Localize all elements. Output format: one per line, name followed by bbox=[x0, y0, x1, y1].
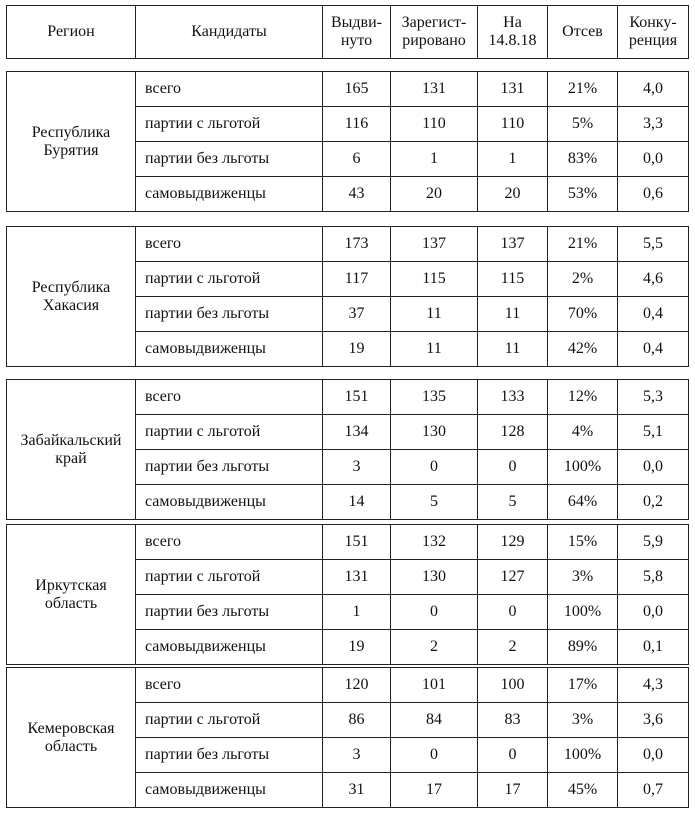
on-date-cell: 83 bbox=[478, 703, 548, 738]
competition-cell: 0,4 bbox=[618, 332, 689, 367]
competition-cell: 3,3 bbox=[618, 107, 689, 142]
candidate-category: всего bbox=[136, 525, 323, 560]
dropout-cell: 83% bbox=[548, 142, 618, 177]
registered-cell: 135 bbox=[391, 380, 478, 415]
candidate-category: партии с льготой bbox=[136, 415, 323, 450]
registered-cell: 115 bbox=[391, 262, 478, 297]
dropout-cell: 21% bbox=[548, 227, 618, 262]
competition-cell: 3,6 bbox=[618, 703, 689, 738]
nominated-cell: 37 bbox=[323, 297, 391, 332]
header-dropout: Отсев bbox=[548, 6, 618, 59]
candidate-category: партии с льготой bbox=[136, 107, 323, 142]
candidate-category: самовыдвиженцы bbox=[136, 485, 323, 520]
nominated-cell: 116 bbox=[323, 107, 391, 142]
competition-cell: 5,5 bbox=[618, 227, 689, 262]
nominated-cell: 3 bbox=[323, 738, 391, 773]
candidate-category: партии с льготой bbox=[136, 703, 323, 738]
nominated-cell: 134 bbox=[323, 415, 391, 450]
competition-cell: 0,1 bbox=[618, 630, 689, 665]
nominated-cell: 3 bbox=[323, 450, 391, 485]
on-date-cell: 11 bbox=[478, 332, 548, 367]
nominated-cell: 117 bbox=[323, 262, 391, 297]
nominated-cell: 151 bbox=[323, 525, 391, 560]
on-date-cell: 128 bbox=[478, 415, 548, 450]
candidate-category: самовыдвиженцы bbox=[136, 332, 323, 367]
competition-cell: 0,2 bbox=[618, 485, 689, 520]
region-block-irkutsk bbox=[6, 524, 689, 665]
competition-cell: 5,3 bbox=[618, 380, 689, 415]
registered-cell: 0 bbox=[391, 738, 478, 773]
dropout-cell: 42% bbox=[548, 332, 618, 367]
nominated-cell: 86 bbox=[323, 703, 391, 738]
on-date-cell: 133 bbox=[478, 380, 548, 415]
on-date-cell: 0 bbox=[478, 595, 548, 630]
candidate-category: всего bbox=[136, 380, 323, 415]
registered-cell: 17 bbox=[391, 773, 478, 808]
dropout-cell: 70% bbox=[548, 297, 618, 332]
competition-cell: 0,6 bbox=[618, 177, 689, 212]
region-block-khakassia bbox=[6, 226, 689, 367]
nominated-cell: 6 bbox=[323, 142, 391, 177]
dropout-cell: 3% bbox=[548, 560, 618, 595]
header-table bbox=[6, 5, 689, 59]
on-date-cell: 0 bbox=[478, 738, 548, 773]
competition-cell: 4,6 bbox=[618, 262, 689, 297]
dropout-cell: 21% bbox=[548, 72, 618, 107]
registered-cell: 130 bbox=[391, 560, 478, 595]
dropout-cell: 12% bbox=[548, 380, 618, 415]
region-block-zabaykalsky bbox=[6, 379, 689, 520]
region-name: Иркутская область bbox=[7, 525, 136, 665]
registered-cell: 11 bbox=[391, 332, 478, 367]
registered-cell: 5 bbox=[391, 485, 478, 520]
on-date-cell: 2 bbox=[478, 630, 548, 665]
candidate-category: всего bbox=[136, 668, 323, 703]
dropout-cell: 4% bbox=[548, 415, 618, 450]
candidate-category: всего bbox=[136, 72, 323, 107]
candidate-category: партии с льготой bbox=[136, 560, 323, 595]
registered-cell: 130 bbox=[391, 415, 478, 450]
nominated-cell: 31 bbox=[323, 773, 391, 808]
candidate-category: партии с льготой bbox=[136, 262, 323, 297]
header-registered: Зарегист- рировано bbox=[391, 6, 478, 59]
region-name: Республика Бурятия bbox=[7, 72, 136, 212]
nominated-cell: 1 bbox=[323, 595, 391, 630]
nominated-cell: 151 bbox=[323, 380, 391, 415]
competition-cell: 0,7 bbox=[618, 773, 689, 808]
on-date-cell: 1 bbox=[478, 142, 548, 177]
dropout-cell: 15% bbox=[548, 525, 618, 560]
candidate-category: самовыдвиженцы bbox=[136, 177, 323, 212]
competition-cell: 4,3 bbox=[618, 668, 689, 703]
registered-cell: 132 bbox=[391, 525, 478, 560]
competition-cell: 0,0 bbox=[618, 738, 689, 773]
table-row bbox=[7, 72, 689, 107]
region-block-buryatia bbox=[6, 71, 689, 212]
candidate-category: партии без льготы bbox=[136, 595, 323, 630]
registered-cell: 110 bbox=[391, 107, 478, 142]
region-block-kemerovo bbox=[6, 667, 689, 808]
region-name: Забайкальский край bbox=[7, 380, 136, 520]
registered-cell: 2 bbox=[391, 630, 478, 665]
nominated-cell: 165 bbox=[323, 72, 391, 107]
nominated-cell: 173 bbox=[323, 227, 391, 262]
registered-cell: 137 bbox=[391, 227, 478, 262]
table-row bbox=[7, 380, 689, 415]
on-date-cell: 131 bbox=[478, 72, 548, 107]
nominated-cell: 14 bbox=[323, 485, 391, 520]
competition-cell: 4,0 bbox=[618, 72, 689, 107]
on-date-cell: 20 bbox=[478, 177, 548, 212]
registered-cell: 0 bbox=[391, 595, 478, 630]
dropout-cell: 17% bbox=[548, 668, 618, 703]
on-date-cell: 137 bbox=[478, 227, 548, 262]
region-name: Кемеровская область bbox=[7, 668, 136, 808]
dropout-cell: 100% bbox=[548, 595, 618, 630]
dropout-cell: 100% bbox=[548, 450, 618, 485]
registered-cell: 1 bbox=[391, 142, 478, 177]
on-date-cell: 127 bbox=[478, 560, 548, 595]
dropout-cell: 64% bbox=[548, 485, 618, 520]
registered-cell: 11 bbox=[391, 297, 478, 332]
on-date-cell: 17 bbox=[478, 773, 548, 808]
registered-cell: 84 bbox=[391, 703, 478, 738]
candidate-category: партии без льготы bbox=[136, 297, 323, 332]
on-date-cell: 11 bbox=[478, 297, 548, 332]
candidate-category: самовыдвиженцы bbox=[136, 773, 323, 808]
dropout-cell: 3% bbox=[548, 703, 618, 738]
dropout-cell: 53% bbox=[548, 177, 618, 212]
on-date-cell: 5 bbox=[478, 485, 548, 520]
candidate-category: самовыдвиженцы bbox=[136, 630, 323, 665]
on-date-cell: 0 bbox=[478, 450, 548, 485]
candidate-category: партии без льготы bbox=[136, 142, 323, 177]
on-date-cell: 115 bbox=[478, 262, 548, 297]
registered-cell: 0 bbox=[391, 450, 478, 485]
nominated-cell: 19 bbox=[323, 332, 391, 367]
table-row bbox=[7, 668, 689, 703]
competition-cell: 5,8 bbox=[618, 560, 689, 595]
candidate-category: партии без льготы bbox=[136, 450, 323, 485]
nominated-cell: 120 bbox=[323, 668, 391, 703]
registered-cell: 101 bbox=[391, 668, 478, 703]
table-row bbox=[7, 227, 689, 262]
competition-cell: 0,0 bbox=[618, 595, 689, 630]
registered-cell: 131 bbox=[391, 72, 478, 107]
table-row bbox=[7, 525, 689, 560]
on-date-cell: 110 bbox=[478, 107, 548, 142]
dropout-cell: 2% bbox=[548, 262, 618, 297]
registered-cell: 20 bbox=[391, 177, 478, 212]
dropout-cell: 45% bbox=[548, 773, 618, 808]
competition-cell: 5,9 bbox=[618, 525, 689, 560]
region-name: Республика Хакасия bbox=[7, 227, 136, 367]
dropout-cell: 100% bbox=[548, 738, 618, 773]
candidate-category: партии без льготы bbox=[136, 738, 323, 773]
nominated-cell: 131 bbox=[323, 560, 391, 595]
competition-cell: 0,0 bbox=[618, 450, 689, 485]
header-region: Регион bbox=[7, 6, 136, 59]
header-candidates: Кандидаты bbox=[136, 6, 323, 59]
nominated-cell: 19 bbox=[323, 630, 391, 665]
on-date-cell: 100 bbox=[478, 668, 548, 703]
dropout-cell: 89% bbox=[548, 630, 618, 665]
header-on-date: На 14.8.18 bbox=[478, 6, 548, 59]
header-competition: Конку- ренция bbox=[618, 6, 689, 59]
competition-cell: 5,1 bbox=[618, 415, 689, 450]
competition-cell: 0,0 bbox=[618, 142, 689, 177]
nominated-cell: 43 bbox=[323, 177, 391, 212]
competition-cell: 0,4 bbox=[618, 297, 689, 332]
header-row bbox=[7, 6, 689, 59]
candidate-category: всего bbox=[136, 227, 323, 262]
dropout-cell: 5% bbox=[548, 107, 618, 142]
header-nominated: Выдви- нуто bbox=[323, 6, 391, 59]
on-date-cell: 129 bbox=[478, 525, 548, 560]
